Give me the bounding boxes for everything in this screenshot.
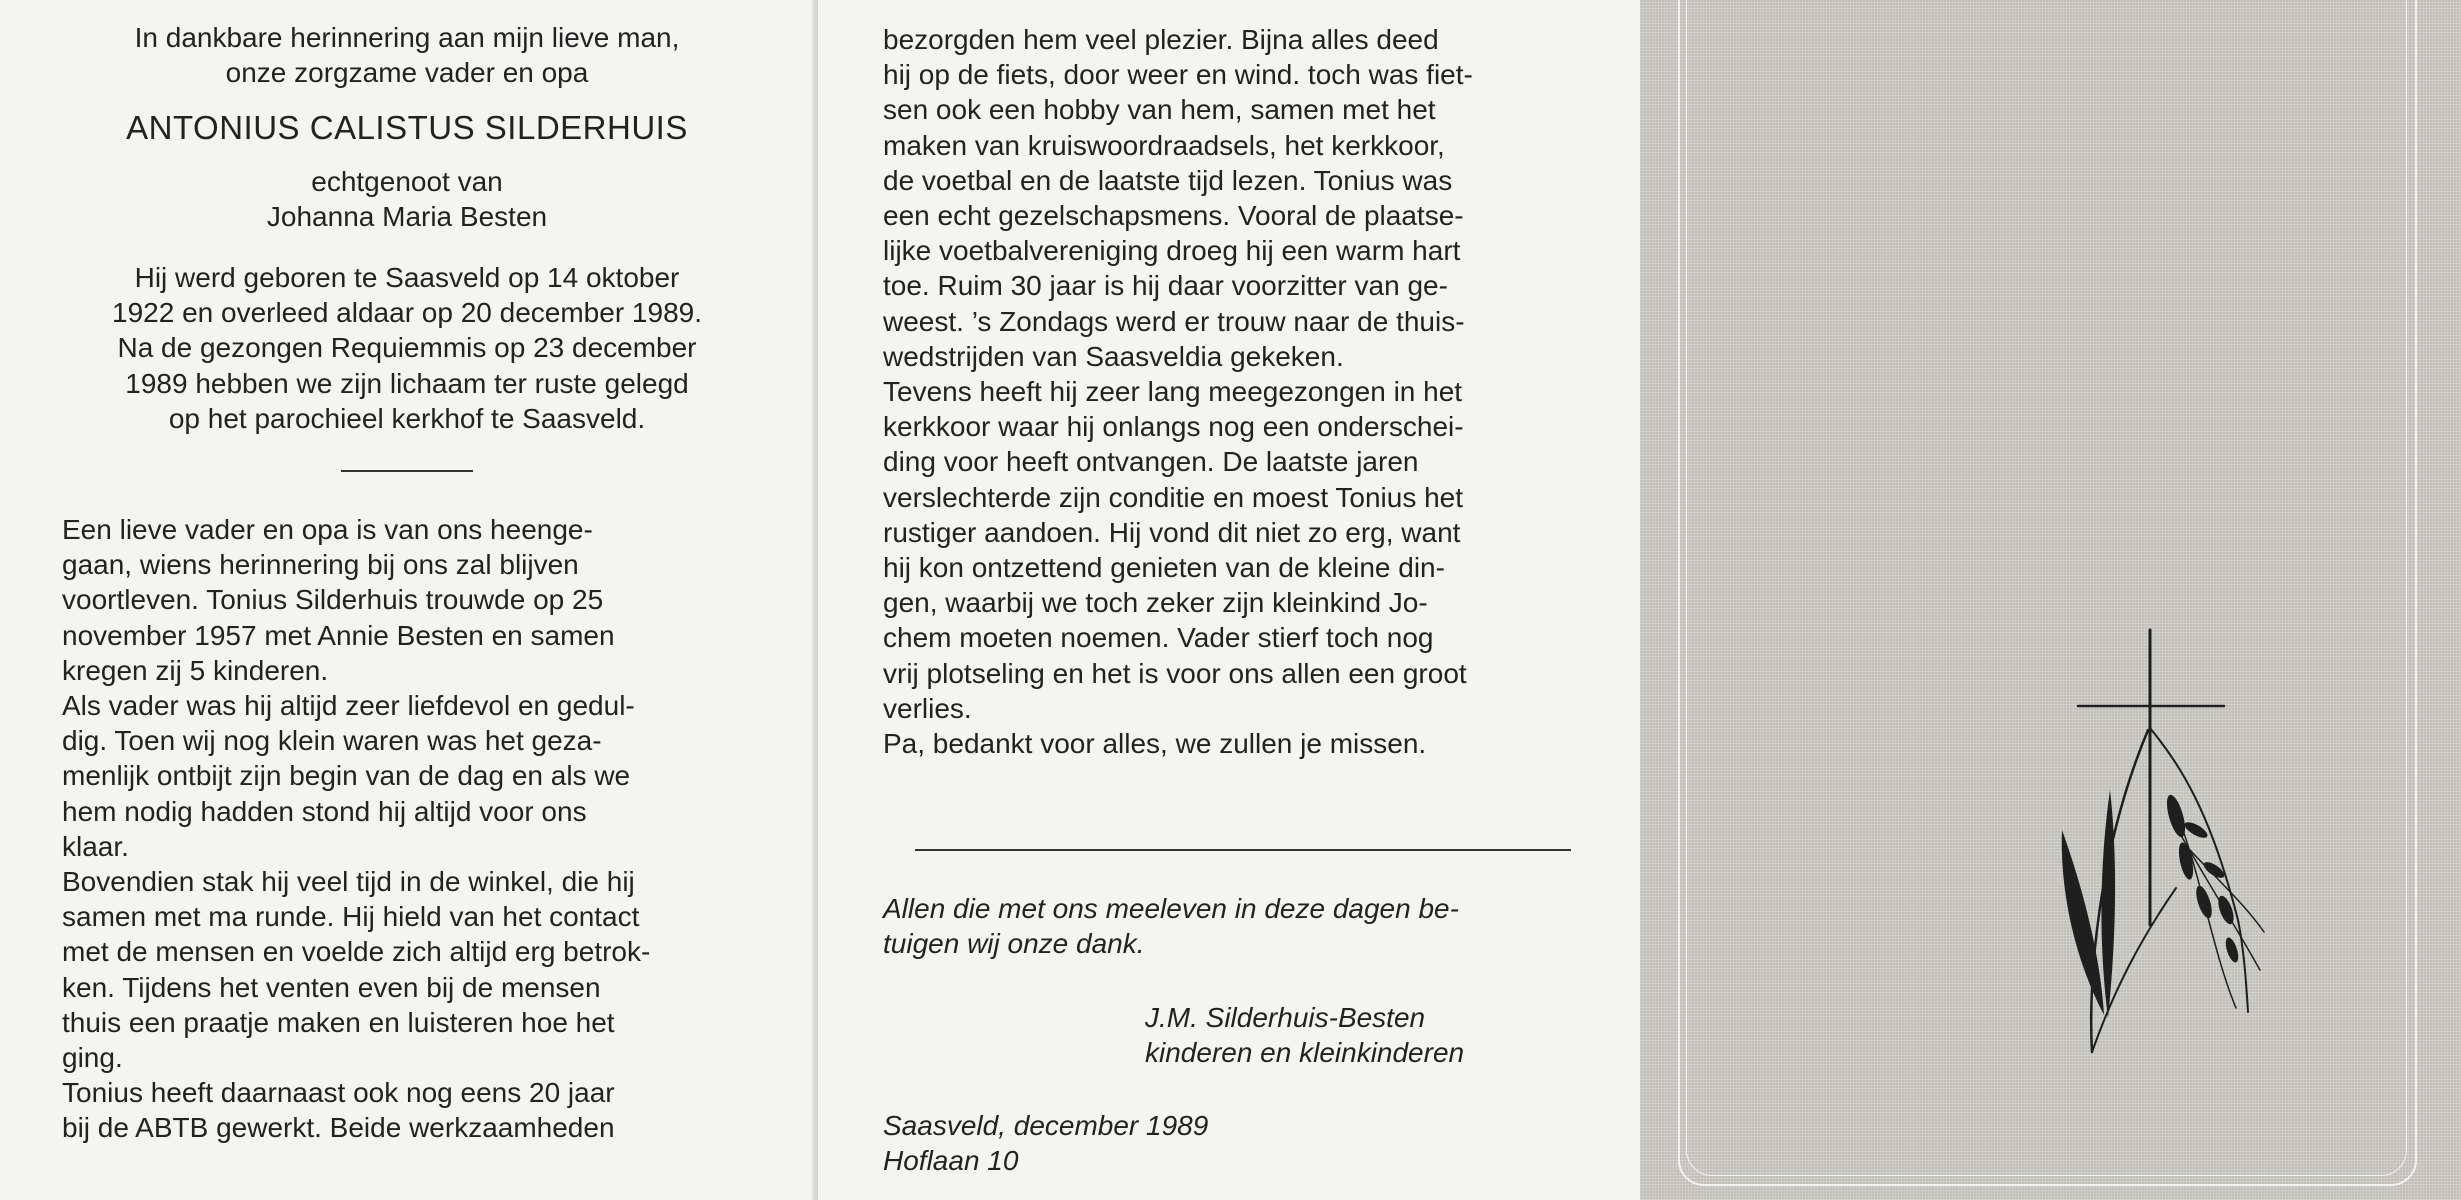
text-line: de voetbal en de laatste tijd lezen. Tonius was	[883, 164, 1453, 196]
text-line: kerkkoor waar hij onlangs nog een onderschei-	[883, 411, 1464, 443]
text-line: sen ook een hobby van hem, samen met het	[883, 94, 1436, 126]
text-line: Tevens heeft hij zeer lang meegezongen in het	[883, 376, 1463, 408]
signature-line: kinderen en kleinkinderen	[1145, 1036, 1465, 1068]
text-line: klaar.	[62, 830, 129, 862]
text-line: ding voor heeft ontvangen. De laatste jaren	[883, 446, 1419, 478]
text-line: november 1957 met Annie Besten en samen	[62, 619, 615, 651]
text-line: rustiger aandoen. Hij vond dit niet zo erg, want	[883, 516, 1461, 548]
spouse-line: echtgenoot van	[311, 165, 503, 197]
text-line: dig. Toen wij nog klein waren was het geza-	[62, 725, 602, 757]
fact-line: 1922 en overleed aldaar op 20 december 1989.	[112, 297, 702, 329]
text-line: Als vader was hij altijd zeer liefdevol en gedul-	[62, 690, 635, 722]
text-line: voortleven. Tonius Silderhuis trouwde op 25	[62, 584, 604, 616]
text-line: maken van kruiswoordraadsels, het kerkkoor,	[883, 129, 1445, 161]
text-line: vrij plotseling en het is voor ons allen een groot	[883, 657, 1467, 689]
text-line: bij de ABTB gewerkt. Beide werkzaamheden	[62, 1112, 615, 1144]
text-line: lijke voetbalvereniging droeg hij een warm hart	[883, 235, 1461, 267]
text-line: met de mensen en voelde zich altijd erg betrok-	[62, 936, 651, 968]
divider	[341, 470, 473, 472]
thanks-note	[883, 891, 1592, 961]
text-line: weest. ’s Zondags werd er trouw naar de thuis-	[883, 305, 1465, 337]
text-line: Tonius heeft daarnaast ook nog eens 20 jaar	[62, 1077, 615, 1109]
text-line: verslechterde zijn conditie en moest Tonius het	[883, 481, 1464, 513]
middle-page	[818, 0, 1640, 1200]
text-line: Bovendien stak hij veel tijd in de winkel, die hij	[62, 866, 635, 898]
cross-with-wheat-icon	[2000, 620, 2420, 1070]
signature-block	[1145, 1000, 1592, 1070]
text-line: Allen die met ons meeleven in deze dagen be-	[883, 893, 1459, 925]
text-line: chem moeten noemen. Vader stierf toch nog	[883, 622, 1434, 654]
text-line: ken. Tijdens het venten even bij de mensen	[62, 971, 601, 1003]
left-page	[0, 0, 815, 1200]
cover-page	[1640, 0, 2461, 1200]
fact-line: Hij werd geboren te Saasveld op 14 oktober	[134, 262, 680, 294]
text-line: verlies.	[883, 692, 972, 724]
text-line: gaan, wiens herinnering bij ons zal blijven	[62, 549, 579, 581]
dedication-line: In dankbare herinnering aan mijn lieve man,	[134, 22, 680, 53]
text-line: wedstrijden van Saasveldia gekeken.	[883, 340, 1344, 372]
text-line: tuigen wij onze dank.	[883, 928, 1145, 960]
text-line: samen met ma runde. Hij hield van het contact	[62, 901, 640, 933]
biography-part-1	[62, 512, 752, 1146]
spouse-line: Johanna Maria Besten	[266, 200, 548, 232]
divider	[915, 849, 1571, 851]
text-line: thuis een praatje maken en luisteren hoe het	[62, 1006, 615, 1038]
deceased-name: ANTONIUS CALISTUS SILDERHUIS	[126, 109, 688, 147]
spouse-block	[62, 164, 752, 234]
text-line: hem nodig hadden stond hij altijd voor ons	[62, 795, 587, 827]
text-line: ging.	[62, 1042, 123, 1074]
text-line: Een lieve vader en opa is van ons heenge-	[62, 514, 593, 546]
text-line: kregen zij 5 kinderen.	[62, 654, 329, 686]
text-line: toe. Ruim 30 jaar is hij daar voorzitter van ge-	[883, 270, 1448, 302]
fact-line: op het parochieel kerkhof te Saasveld.	[168, 402, 646, 434]
life-facts	[62, 260, 752, 436]
fact-line: Na de gezongen Requiemmis op 23 december	[117, 332, 697, 364]
place-date	[883, 1108, 1592, 1178]
signature-line: J.M. Silderhuis-Besten	[1145, 1001, 1426, 1033]
fact-line: 1989 hebben we zijn lichaam ter ruste gelegd	[125, 367, 689, 399]
place-line: Saasveld, december 1989	[883, 1110, 1209, 1142]
text-line: Pa, bedankt voor alles, we zullen je missen.	[883, 728, 1427, 760]
dedication	[62, 20, 752, 90]
text-line: een echt gezelschapsmens. Vooral de plaatse-	[883, 200, 1464, 232]
dedication-line: onze zorgzame vader en opa	[225, 57, 589, 89]
text-line: bezorgden hem veel plezier. Bijna alles deed	[883, 24, 1439, 55]
text-line: menlijk ontbijt zijn begin van de dag en als we	[62, 760, 631, 792]
text-line: gen, waarbij we toch zeker zijn kleinkind Jo-	[883, 587, 1428, 619]
biography-part-2	[883, 22, 1592, 761]
text-line: hij kon ontzettend genieten van de kleine din-	[883, 552, 1445, 584]
address-line: Hoflaan 10	[883, 1145, 1019, 1177]
text-line: hij op de fiets, door weer en wind. toch was fiet-	[883, 59, 1473, 91]
